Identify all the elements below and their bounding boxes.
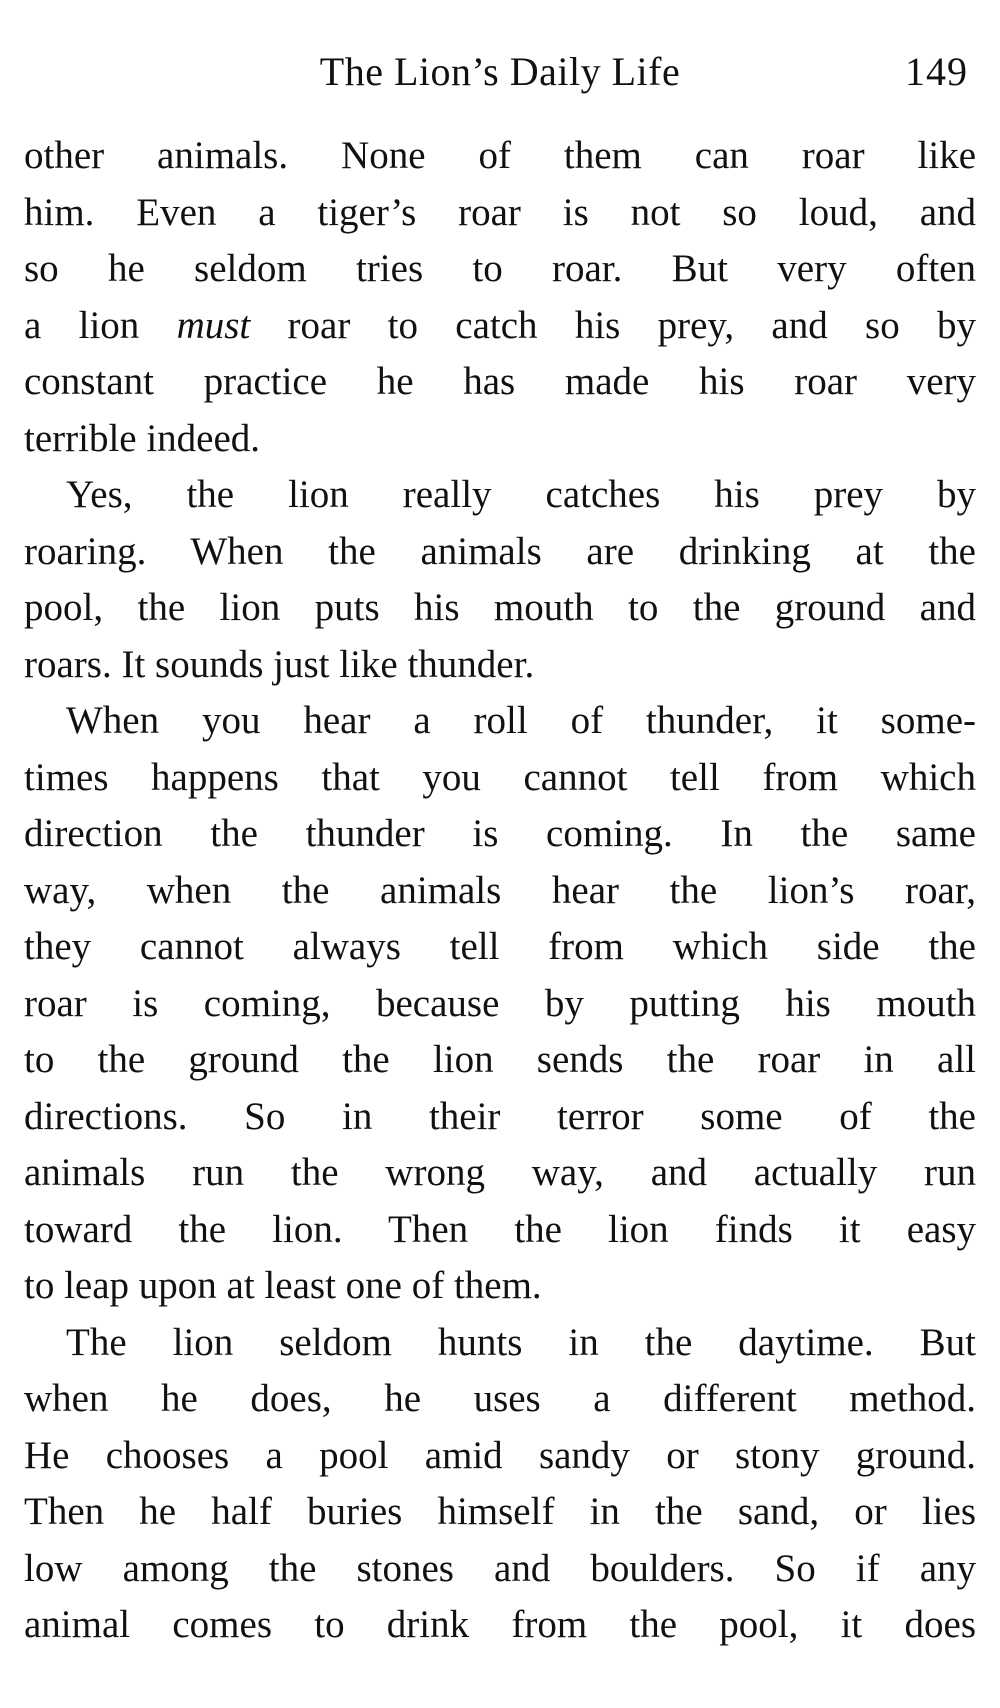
text-line: him. Even a tiger’s roar is not so loud, and [24, 190, 976, 234]
text-line: times happens that you cannot tell from which [24, 755, 976, 799]
page-number: 149 [905, 49, 968, 94]
text-line: when he does, he uses a different method. [24, 1377, 976, 1420]
text-line: way, when the animals hear the lion’s roar, [24, 868, 976, 912]
text-line: pool, the lion puts his mouth to the ground and [24, 586, 976, 629]
text-line: toward the lion. Then the lion finds it easy [24, 1207, 976, 1251]
text-line: other animals. None of them can roar like [24, 134, 976, 177]
text-line: roaring. When the animals are drinking at the [24, 529, 976, 573]
text-line: The lion seldom hunts in the daytime. But [66, 1320, 976, 1364]
text-segment: roar to catch his prey, and so by [250, 303, 977, 347]
running-title: The Lion’s Daily Life [319, 49, 681, 94]
paragraph-1 [24, 128, 976, 467]
text-line: they cannot always tell from which side the [24, 925, 976, 968]
paragraph-2 [24, 467, 976, 693]
text-line: directions. So in their terror some of the [24, 1094, 976, 1138]
paragraph-3 [24, 693, 976, 1315]
emphasis-text: must [176, 303, 251, 347]
text-line: Yes, the lion really catches his prey by [66, 473, 976, 516]
text-line: to leap upon at least one of them. [24, 1264, 542, 1307]
text-line: roar is coming, because by putting his mouth [24, 981, 976, 1025]
text-line: direction the thunder is coming. In the same [24, 812, 976, 855]
text-line: He chooses a pool amid sandy or stony ground. [24, 1433, 976, 1477]
paragraph-4 [24, 1315, 976, 1654]
text-line: When you hear a roll of thunder, it some- [66, 699, 976, 742]
text-line: roars. It sounds just like thunder. [24, 642, 535, 686]
text-line: animals run the wrong way, and actually run [24, 1151, 976, 1194]
text-line: low among the stones and boulders. So if any [24, 1546, 976, 1590]
text-line: Then he half buries himself in the sand, or lies [24, 1490, 976, 1533]
text-line: so he seldom tries to roar. But very often [24, 247, 976, 290]
body-text [24, 128, 976, 1654]
text-segment: a lion [24, 303, 177, 347]
text-line: terrible indeed. [24, 416, 261, 460]
text-line: constant practice he has made his roar very [24, 360, 976, 403]
text-line: to the ground the lion sends the roar in all [24, 1038, 976, 1081]
text-line [24, 298, 976, 355]
running-head [0, 42, 1000, 102]
text-line: animal comes to drink from the pool, it does [24, 1603, 976, 1646]
